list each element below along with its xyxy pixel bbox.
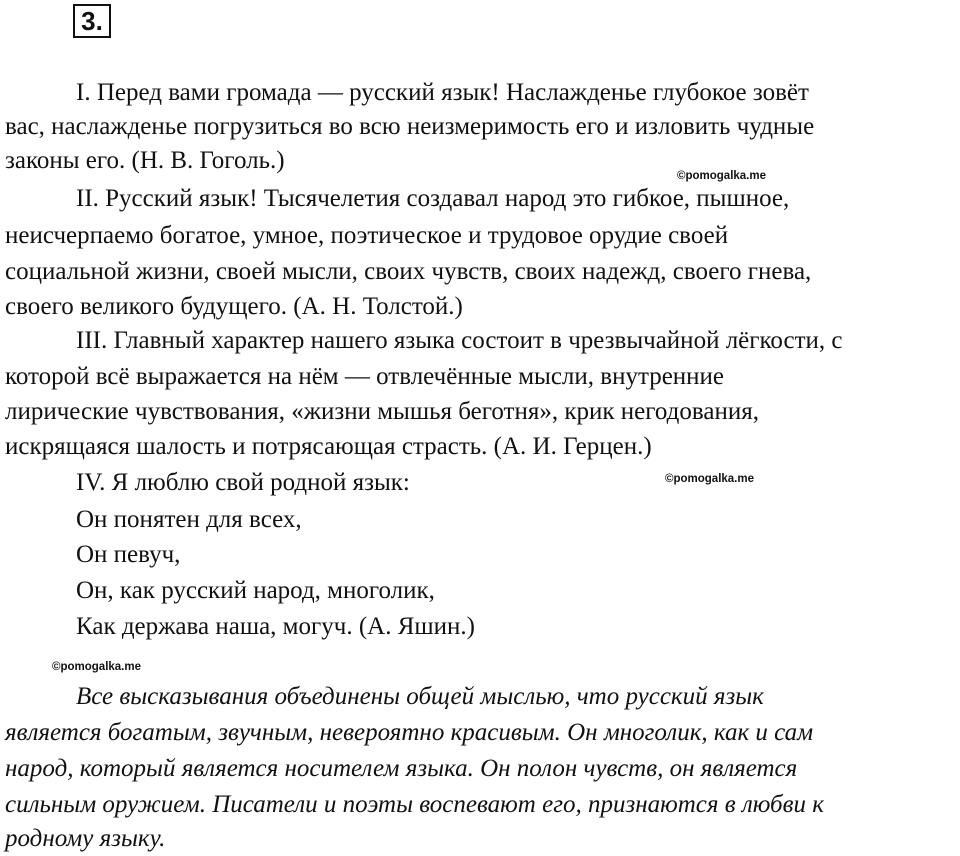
paragraph-2-line-4: своего великого будущего. (А. Н. Толстой.) [5, 293, 463, 320]
paragraph-4-line-1: IV. Я люблю свой родной язык: [76, 469, 410, 496]
answer-line-4: сильным оружием. Писатели и поэты воспевают его, признаются в любви к [5, 791, 824, 818]
poem-line-2: Он певуч, [76, 541, 181, 568]
answer-line-3: народ, который является носителем языка. Он полон чувств, он является [5, 755, 798, 782]
poem-line-3: Он, как русский народ, многолик, [76, 577, 435, 604]
paragraph-3-line-3: лирические чувствования, «жизни мышья беготня», крик негодования, [5, 398, 759, 425]
poem-line-4: Как держава наша, могуч. (А. Яшин.) [76, 613, 475, 640]
paragraph-1-line-1: I. Перед вами громада — русский язык! Наслажденье глубокое зовёт [76, 79, 809, 106]
paragraph-2-line-2: неисчерпаемо богатое, умное, поэтическое и трудовое орудие своей [5, 222, 729, 249]
paragraph-2-line-1: II. Русский язык! Тысячелетия создавал народ это гибкое, пышное, [76, 185, 790, 212]
answer-line-2: является богатым, звучным, невероятно красивым. Он многолик, как и сам [5, 719, 814, 746]
watermark-2: ©pomogalka.me [665, 473, 754, 485]
watermark-3: ©pomogalka.me [52, 661, 141, 673]
paragraph-1-line-2: вас, наслажденье погрузиться во всю неизмеримость его и изловить чудные [5, 113, 815, 140]
paragraph-1-line-3: законы его. (Н. В. Гоголь.) [5, 147, 285, 174]
watermark-1: ©pomogalka.me [677, 170, 766, 182]
answer-line-5: родному языку. [5, 825, 166, 852]
task-number-box: 3. [73, 4, 111, 38]
poem-line-1: Он понятен для всех, [76, 506, 302, 533]
paragraph-2-line-3: социальной жизни, своей мысли, своих чувств, своих надежд, своего гнева, [5, 258, 812, 285]
answer-line-1: Все высказывания объединены общей мыслью, что русский язык [76, 683, 764, 710]
paragraph-3-line-1: III. Главный характер нашего языка состоит в чрезвычайной лёгкости, с [76, 327, 843, 354]
paragraph-3-line-2: которой всё выражается на нём — отвлечённые мысли, внутренние [5, 363, 725, 390]
paragraph-3-line-4: искрящаяся шалость и потрясающая страсть. (А. И. Герцен.) [5, 433, 652, 460]
